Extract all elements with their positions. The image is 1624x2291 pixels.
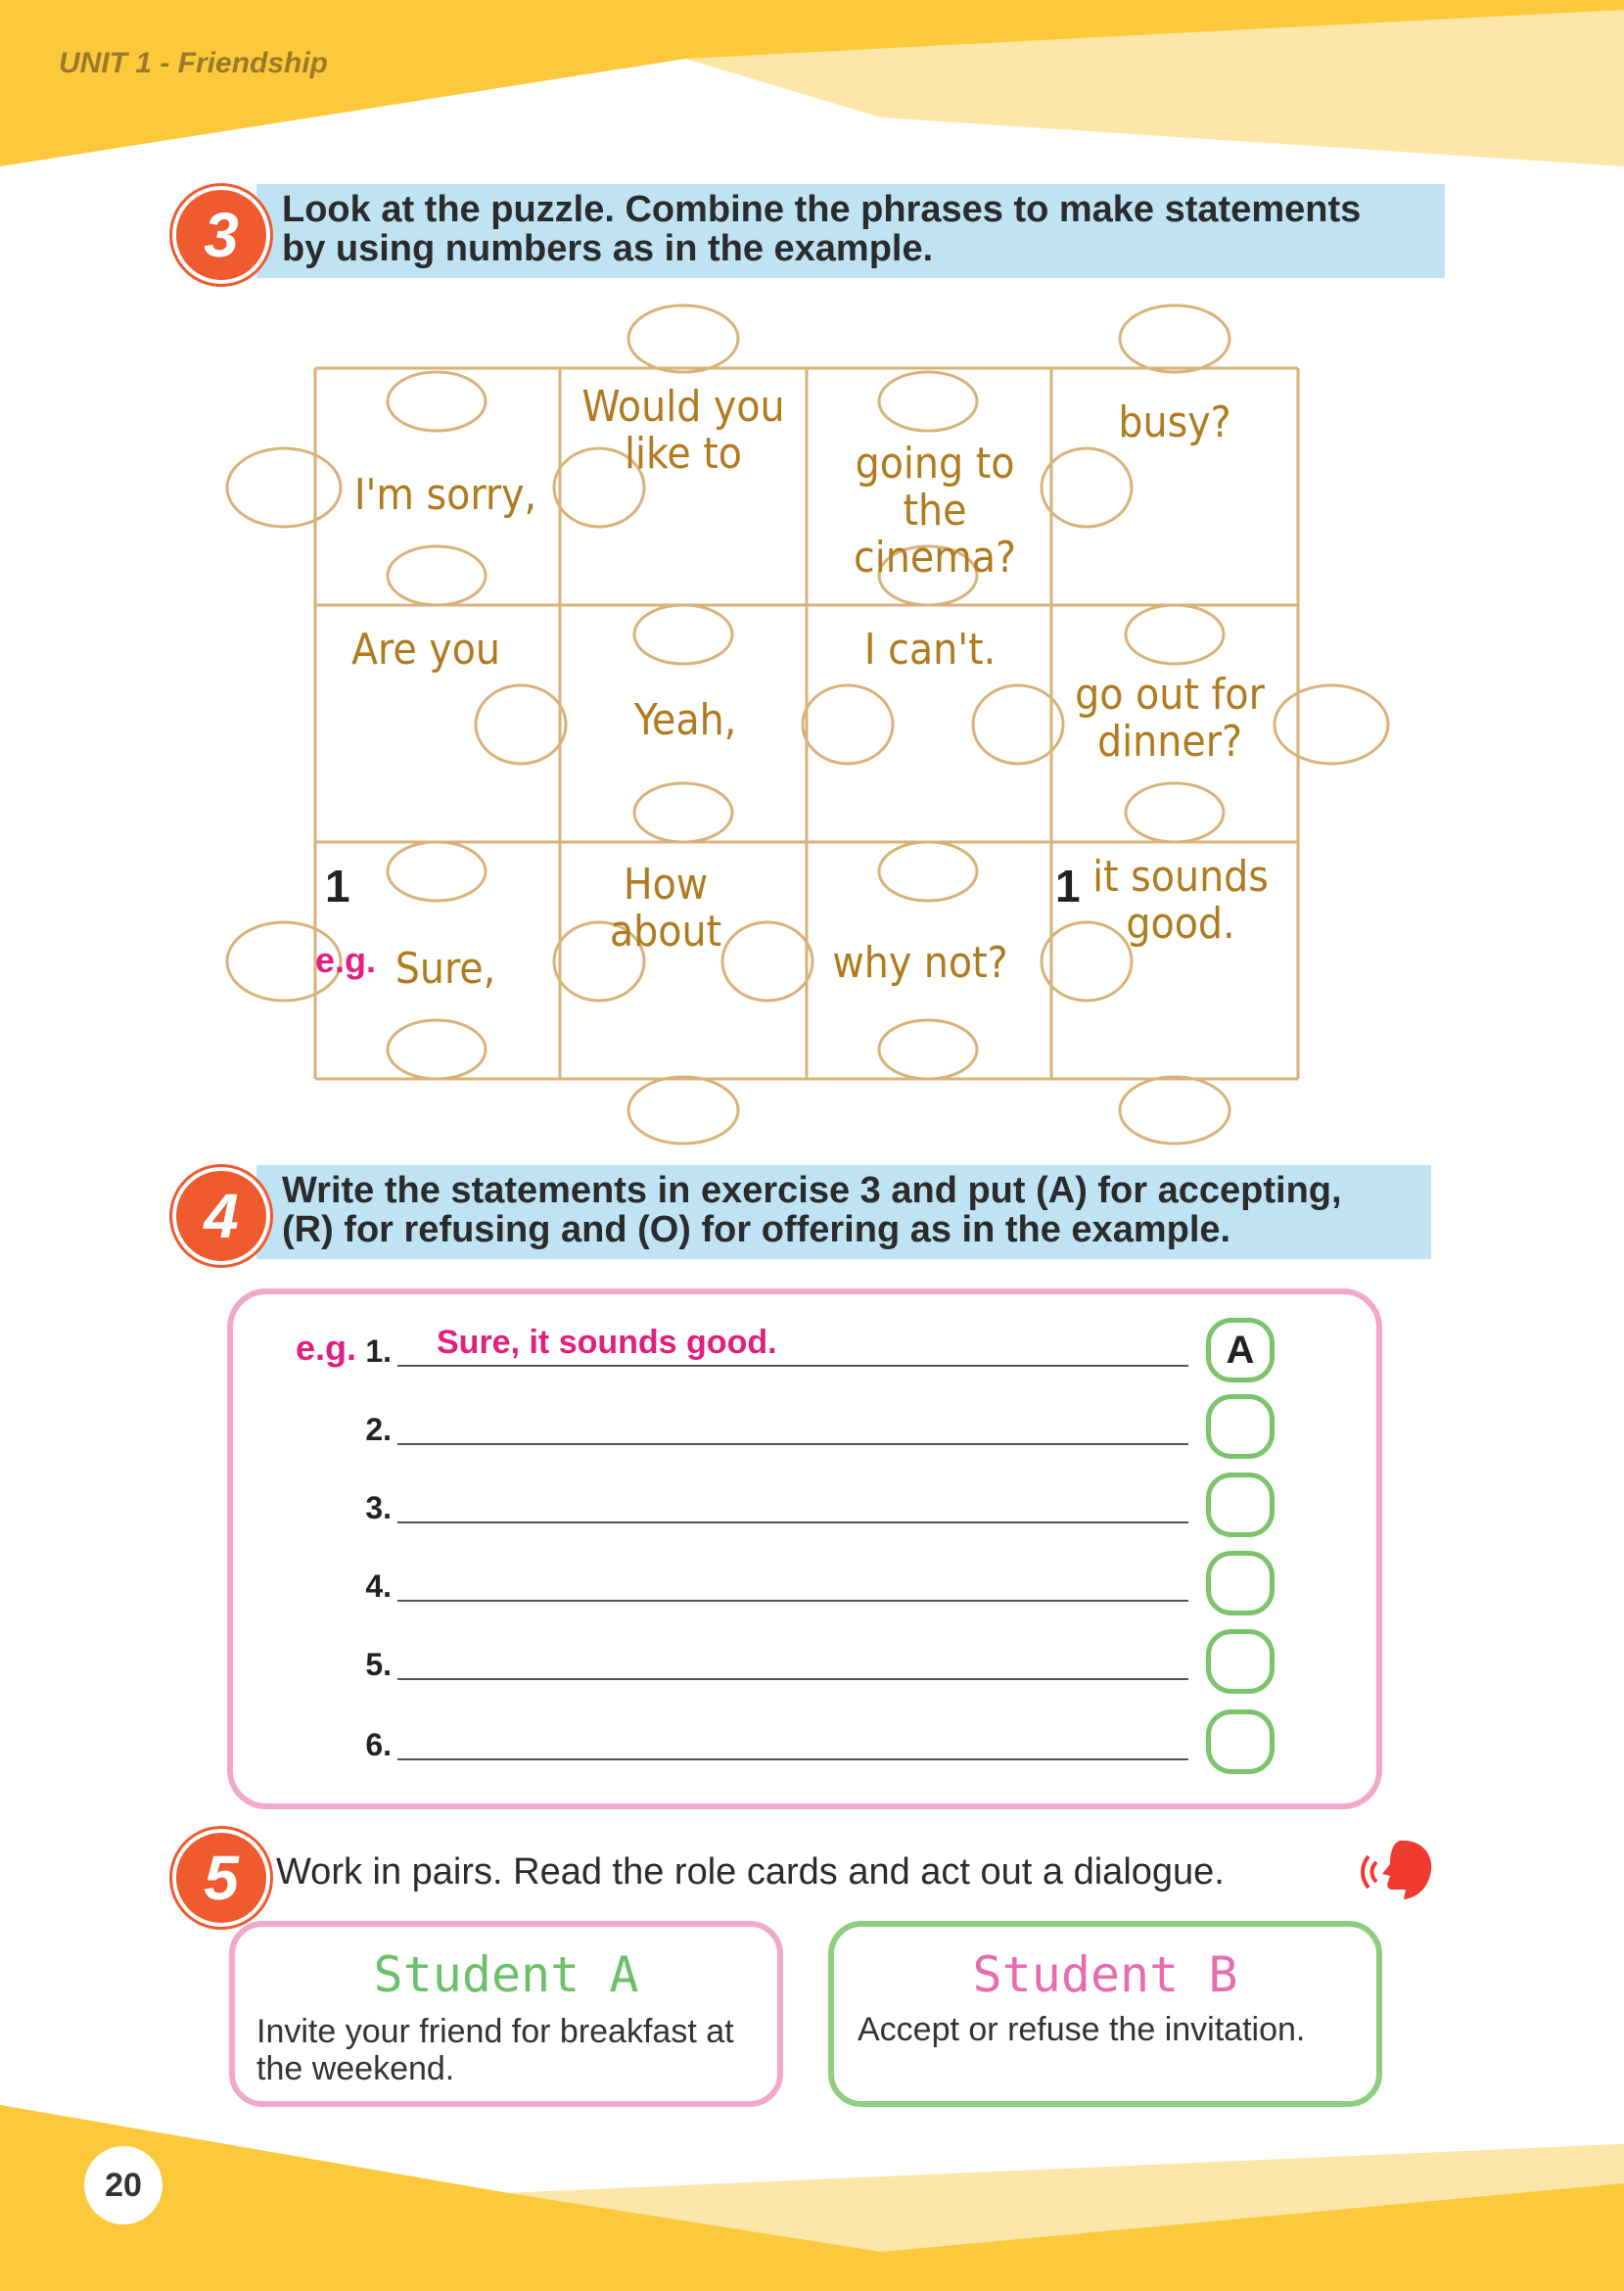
exercise3-number-badge: 3: [172, 186, 270, 284]
puzzle-piece-busy: busy?: [1118, 397, 1231, 447]
row-number-3: 3.: [365, 1490, 392, 1525]
answer-mark-4[interactable]: [1206, 1551, 1275, 1615]
row-number-1: 1.: [365, 1333, 392, 1369]
unit-title: UNIT 1 - Friendship: [59, 47, 329, 79]
puzzle-piece-im-sorry: I'm sorry,: [353, 470, 537, 520]
exercise3-instruction-line1: Look at the puzzle. Combine the phrases to make statements: [282, 189, 1362, 230]
answer-line-5[interactable]: [397, 1678, 1188, 1680]
puzzle-marker-right: 1: [1055, 861, 1081, 912]
answer-line-2[interactable]: [397, 1443, 1188, 1445]
row-number-5: 5.: [365, 1647, 392, 1682]
answer-mark-2[interactable]: [1206, 1394, 1275, 1459]
puzzle-marker-left: 1: [325, 861, 350, 912]
puzzle-piece-would-you-like-to: Would you like to: [581, 382, 785, 479]
row-answer-1: Sure, it sounds good.: [437, 1324, 777, 1361]
answer-mark-3[interactable]: [1206, 1473, 1275, 1537]
card-b-body: Accept or refuse the invitation.: [858, 2011, 1306, 2048]
answer-line-3[interactable]: [397, 1521, 1188, 1523]
speaking-icon: [1361, 1835, 1435, 1903]
puzzle-piece-how-about: How about: [609, 860, 722, 957]
exercise4-instruction-line1: Write the statements in exercise 3 and put (A) for accepting,: [282, 1170, 1342, 1211]
answer-line-4[interactable]: [397, 1600, 1188, 1602]
card-a-body-line1: Invite your friend for breakfast at: [256, 2013, 734, 2050]
answer-line-1[interactable]: [397, 1365, 1188, 1367]
exercise5-instruction: Work in pairs. Read the role cards and act out a dialogue.: [276, 1851, 1225, 1893]
puzzle-piece-sure: Sure,: [394, 944, 496, 994]
card-a-title: Student A: [373, 1946, 639, 2003]
answer-mark-5[interactable]: [1206, 1629, 1275, 1694]
answer-mark-1[interactable]: A: [1206, 1318, 1275, 1382]
row-number-2: 2.: [365, 1412, 392, 1447]
exercise4-instruction: [282, 1171, 1437, 1249]
card-a-body-line2: the weekend.: [256, 2050, 455, 2087]
puzzle-example-label: e.g.: [315, 940, 377, 980]
puzzle-piece-going-to-the-cinema: going to the cinema?: [853, 439, 1017, 583]
row-number-4: 4.: [365, 1568, 392, 1604]
exercise4-number-badge: 4: [172, 1167, 270, 1265]
answer-mark-6[interactable]: [1206, 1709, 1275, 1774]
answer-line-6[interactable]: [397, 1758, 1188, 1760]
puzzle-piece-yeah: Yeah,: [633, 695, 737, 745]
row-number-6: 6.: [365, 1727, 392, 1762]
exercise4-example-label: e.g.: [296, 1328, 357, 1368]
puzzle-piece-i-cant: I can't.: [863, 625, 997, 675]
exercise4-instruction-line2: (R) for refusing and (O) for offering as in the example.: [282, 1209, 1231, 1250]
page-number: 20: [84, 2146, 162, 2224]
puzzle-piece-go-out-for-dinner: go out for dinner?: [1075, 670, 1265, 767]
exercise5-number-badge: 5: [172, 1829, 270, 1927]
card-a-body: [256, 2013, 766, 2087]
puzzle-piece-it-sounds-good: it sounds good.: [1092, 852, 1269, 949]
card-b-title: Student B: [972, 1946, 1238, 2003]
puzzle-piece-are-you: Are you: [350, 625, 501, 675]
exercise3-instruction-line2: by using numbers as in the example.: [282, 228, 934, 269]
puzzle-piece-why-not: why not?: [832, 938, 1008, 988]
